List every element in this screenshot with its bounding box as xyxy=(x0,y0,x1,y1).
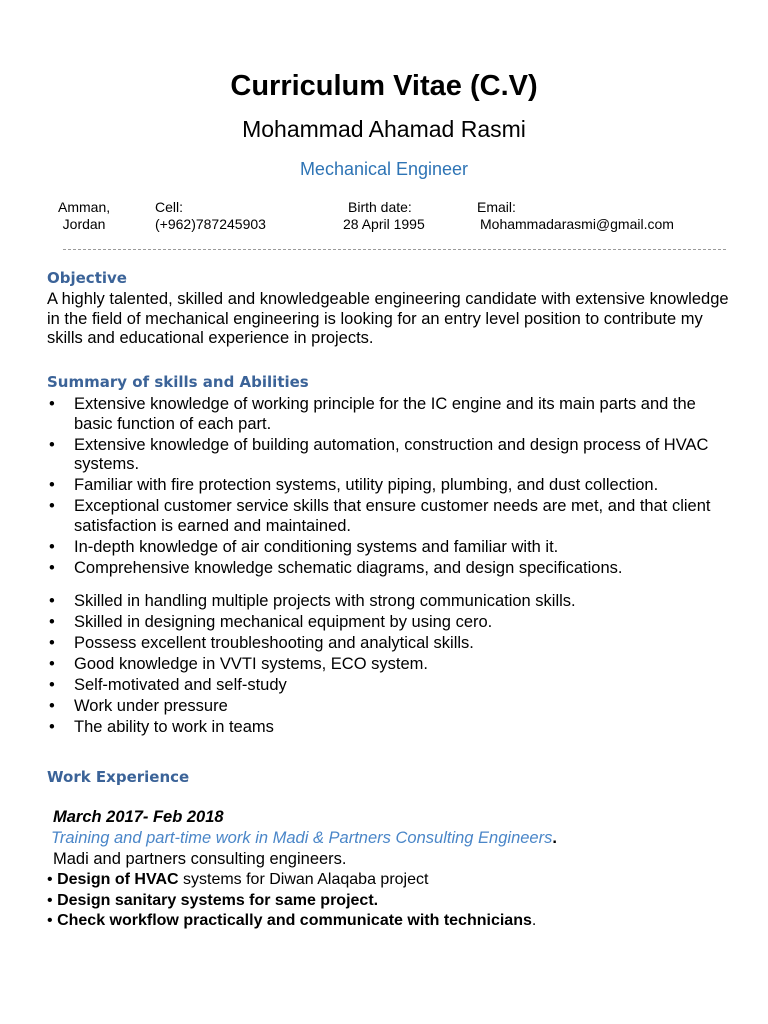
bullet-icon: • xyxy=(49,395,55,413)
cv-title: Curriculum Vitae (C.V) xyxy=(230,70,538,102)
list-item xyxy=(0,497,734,536)
list-item xyxy=(0,655,734,675)
list-item xyxy=(47,870,536,891)
job-title xyxy=(51,829,557,848)
list-item xyxy=(0,697,734,717)
list-item-text: Work under pressure xyxy=(74,697,228,715)
list-item-text: Skilled in handling multiple projects with strong communication skills. xyxy=(74,592,576,610)
list-item xyxy=(0,613,734,633)
contact-birth-date xyxy=(343,199,425,233)
email-value: Mohammadarasmi@gmail.com xyxy=(480,216,674,232)
bullet-icon: • xyxy=(49,655,55,673)
bullet-icon: • xyxy=(49,634,55,652)
birth-value: 28 April 1995 xyxy=(343,216,425,232)
candidate-name: Mohammad Ahamad Rasmi xyxy=(242,116,526,142)
bullet-icon: • xyxy=(47,891,53,909)
bullet-icon: • xyxy=(49,718,55,736)
list-item xyxy=(47,891,536,912)
list-item-text: Self-motivated and self-study xyxy=(74,676,287,694)
bullet-icon: • xyxy=(49,613,55,631)
list-item-text: Extensive knowledge of building automation, construction and design process of HVAC systems. xyxy=(74,435,709,473)
contact-cell xyxy=(155,199,266,233)
list-item-text: Possess excellent troubleshooting and analytical skills. xyxy=(74,634,474,652)
candidate-role: Mechanical Engineer xyxy=(299,159,469,179)
bullet-icon: • xyxy=(49,476,55,494)
list-item-text: Skilled in designing mechanical equipment by using cero. xyxy=(74,613,493,631)
list-item-text: Familiar with fire protection systems, utility piping, plumbing, and dust collection. xyxy=(74,476,659,494)
list-item xyxy=(0,676,734,696)
birth-label: Birth date: xyxy=(348,199,412,215)
contact-email xyxy=(477,199,674,233)
task-3: Check workflow practically and communicate with technicians xyxy=(57,912,532,929)
list-item xyxy=(47,911,536,932)
task-1-bold: Design of HVAC xyxy=(57,871,179,888)
work-tasks xyxy=(47,870,536,932)
skills-list-1 xyxy=(0,395,734,580)
objective-heading: Objective xyxy=(47,269,127,287)
list-item xyxy=(0,718,734,738)
email-label: Email: xyxy=(477,199,516,215)
cell-value: (+962)787245903 xyxy=(155,216,266,232)
bullet-icon: • xyxy=(47,871,53,888)
location-line-2: Jordan xyxy=(62,216,106,232)
bullet-icon: • xyxy=(49,592,55,610)
list-item xyxy=(0,592,734,612)
bullet-icon: • xyxy=(49,497,55,515)
list-item xyxy=(0,634,734,654)
cell-label: Cell: xyxy=(155,199,184,215)
objective-text: A highly talented, skilled and knowledgeable engineering candidate with extensive knowledge in the field of mechanical engineering is looking for an entry level position to contribute my skills and educational experience in projects. xyxy=(47,290,729,347)
task-1-rest: systems for Diwan Alaqaba project xyxy=(178,871,429,888)
list-item xyxy=(0,476,734,496)
list-item xyxy=(0,436,734,475)
list-item-text: Comprehensive knowledge schematic diagrams, and design specifications. xyxy=(74,558,623,577)
list-item-text: Good knowledge in VVTI systems, ECO system. xyxy=(74,655,428,673)
list-item-text: The ability to work in teams xyxy=(74,718,274,736)
bullet-icon: • xyxy=(49,537,55,556)
job-title-text: Training and part-time work in Madi & Partners Consulting Engineers xyxy=(51,829,553,847)
job-title-period: . xyxy=(552,829,557,847)
skills-heading: Summary of skills and Abilities xyxy=(47,373,309,391)
bullet-icon: • xyxy=(49,558,55,577)
skills-list-2 xyxy=(0,592,734,739)
work-experience-heading: Work Experience xyxy=(47,768,190,786)
company-name: Madi and partners consulting engineers. xyxy=(53,850,347,868)
bullet-icon: • xyxy=(49,697,55,715)
bullet-icon: • xyxy=(47,912,53,929)
location-line-1: Amman, xyxy=(58,199,111,215)
task-2: Design sanitary systems for same project. xyxy=(57,891,379,909)
work-period: March 2017- Feb 2018 xyxy=(53,808,224,826)
task-3-end: . xyxy=(531,912,537,929)
list-item-text: Extensive knowledge of working principle for the IC engine and its main parts and the basic function of each part. xyxy=(74,395,696,433)
list-item-text: Exceptional customer service skills that ensure customer needs are met, and that client satisfaction is earned and maintained. xyxy=(74,497,711,535)
bullet-icon: • xyxy=(49,435,55,454)
contact-location xyxy=(58,199,110,233)
bullet-icon: • xyxy=(49,676,55,694)
list-item xyxy=(0,395,734,434)
list-item-text: In-depth knowledge of air conditioning systems and familiar with it. xyxy=(74,537,559,556)
list-item xyxy=(0,559,734,579)
header-divider xyxy=(63,249,726,250)
list-item xyxy=(0,538,734,558)
